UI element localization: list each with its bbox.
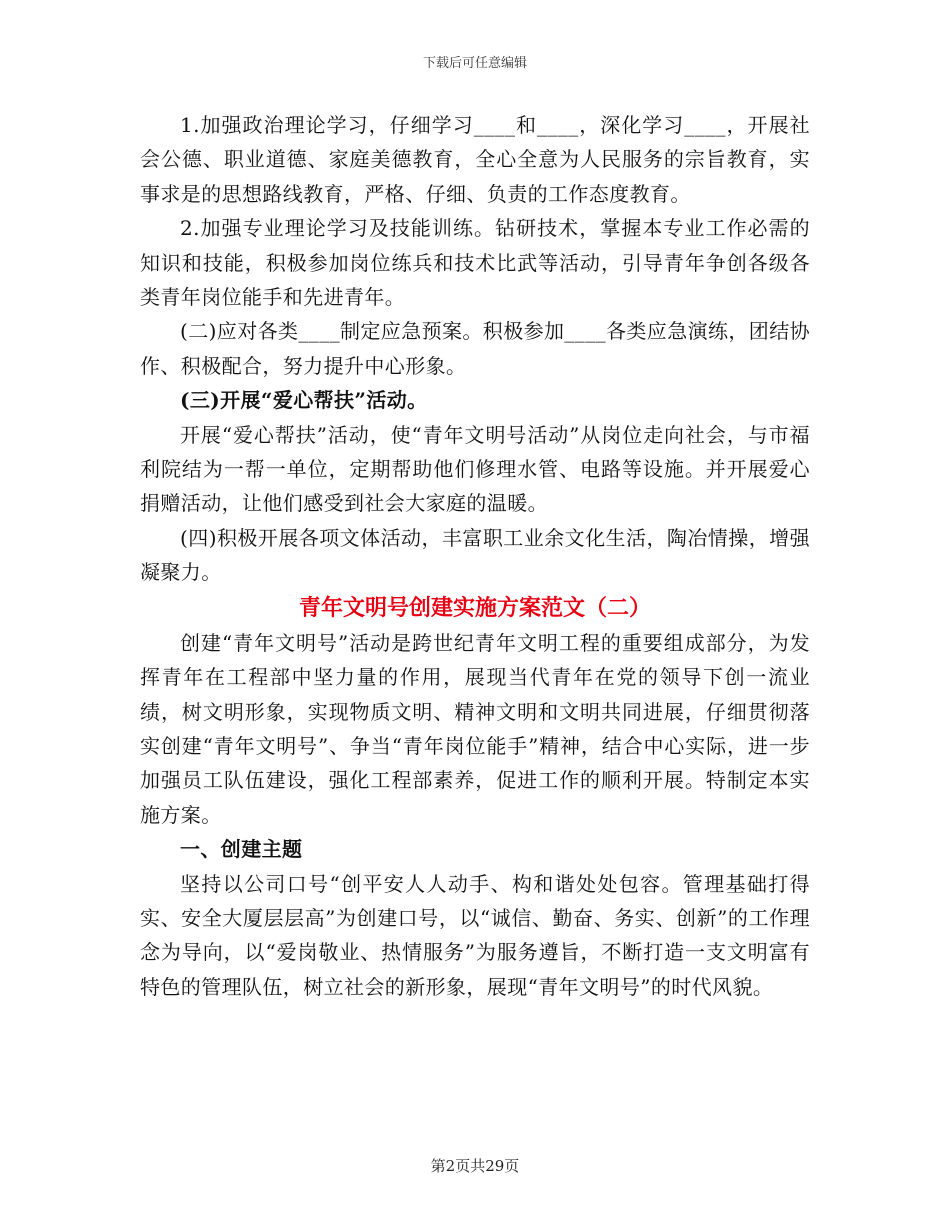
page-header-note: 下载后可任意编辑 [422,56,527,71]
section-title: 青年文明号创建实施方案范文（二） [298,594,651,621]
paragraph-love-help-activity: 开展“爱心帮扶”活动，使“青年文明号活动”从岗位走向社会，与市福利院结为一帮一单位，定期帮助他们修理水管、电路等设施。并开展爱心捐赠活动，让他们感受到社会大家庭的温暖。 [140,422,810,516]
paragraph-creation-theme: 坚持以公司口号“创平安人人动手、构和谐处处包容。管理基础打得实、安全大厦层层高”为创建口号，以“诚信、勤奋、务实、创新”的工作理念为导向，以“爱岗敬业、热情服务”为服务遵旨，不断打造一支文明富有特色的管理队伍，树立社会的新形象，展现“青年文明号”的时代风貌。 [140,871,810,999]
paragraph-intro: 创建“青年文明号”活动是跨世纪青年文明工程的重要组成部分，为发挥青年在工程部中坚力量的作用，展现当代青年在党的领导下创一流业绩，树文明形象，实现物质文明、精神文明和文明共同进展，仔细贯彻落实创建“青年文明号”、争当“青年岗位能手”精神，结合中心实际，进一步加强员工队伍建设，强化工程部素养，促进工作的顺利开展。特制定本实施方案。 [140,630,810,827]
heading-creation-theme: 一、创建主题 [180,837,303,862]
paragraph-cultural-activities: (四)积极开展各项文体活动，丰富职工业余文化生活，陶冶情操，增强凝聚力。 [140,525,810,585]
paragraph-emergency-plan: (二)应对各类____制定应急预案。积极参加____各类应急演练，团结协作、积极配合，努力提升中心形象。 [140,319,811,378]
paragraph-political-study: 1.加强政治理论学习，仔细学习____和____，深化学习____，开展社会公德、职业道德、家庭美德教育，全心全意为人民服务的宗旨教育，实事求是的思想路线教育，严格、仔细、负责的工作态度教育。 [140,113,810,206]
document-body [140,108,810,1004]
heading-love-help-activity: (三)开展“爱心帮扶”活动。 [180,388,428,413]
page-number: 第2页共29页 [430,1157,520,1175]
paragraph-professional-study: 2.加强专业理论学习及技能训练。钻研技术，掌握本专业工作必需的知识和技能，积极参加岗位练兵和技术比武等活动，引导青年争创各级各类青年岗位能手和先进青年。 [140,216,810,310]
